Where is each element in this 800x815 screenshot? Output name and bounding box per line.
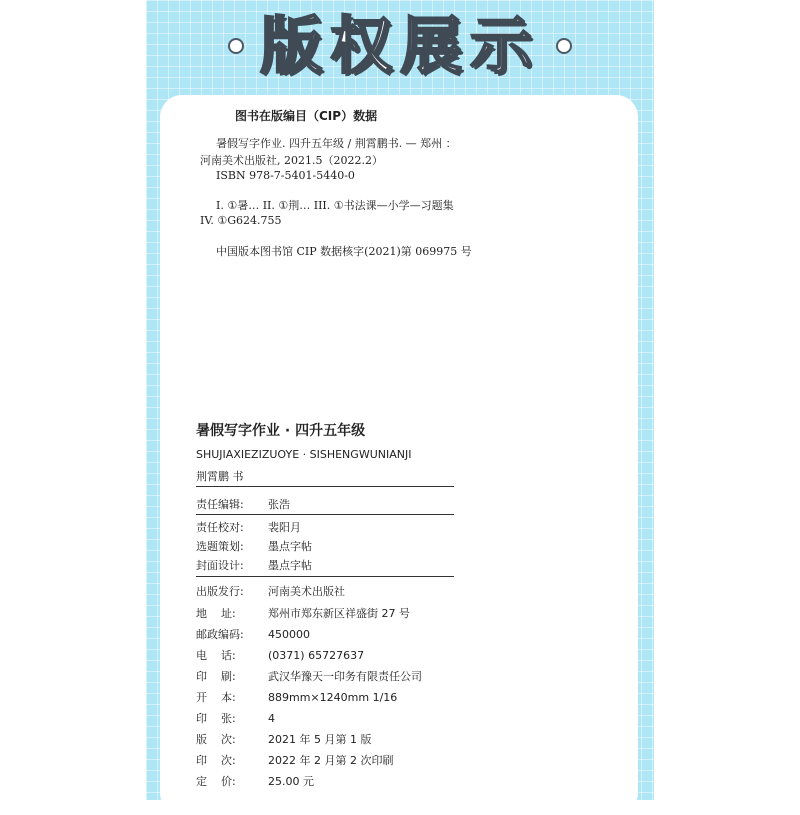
credit-label: 封面设计:: [196, 559, 244, 572]
credit-row: [196, 538, 312, 554]
publisher-value: 郑州市郑东新区祥盛街 27 号: [268, 607, 410, 620]
credit-label: 责任校对:: [196, 521, 244, 534]
publisher-label: 电 话:: [196, 649, 236, 662]
publisher-value: 450000: [268, 628, 310, 641]
credit-row: [196, 496, 290, 512]
publisher-value: 4: [268, 712, 275, 725]
publisher-label: 地 址:: [196, 607, 236, 620]
credit-value: 张浩: [268, 498, 290, 511]
credit-value: 墨点字帖: [268, 559, 312, 572]
cip-line: ISBN 978-7-5401-5440-0: [216, 169, 355, 182]
banner-title: 版权展示: [259, 9, 540, 82]
cip-line: IV. ①G624.755: [200, 214, 282, 227]
credit-label: 选题策划:: [196, 540, 244, 553]
publisher-row: [196, 710, 275, 726]
left-dot-icon: [230, 40, 242, 52]
publisher-row: [196, 773, 314, 789]
publisher-value: 武汉华豫天一印务有限责任公司: [268, 670, 422, 683]
publisher-row: [196, 647, 364, 663]
publisher-row: [196, 626, 310, 642]
divider: [196, 514, 454, 515]
publisher-label: 印 张:: [196, 712, 236, 725]
publisher-label: 出版发行:: [196, 585, 244, 598]
cip-line: I. ①暑… II. ①荆… III. ①书法课—小学—习题集: [216, 199, 454, 212]
publisher-row: [196, 668, 422, 684]
publisher-row: [196, 689, 397, 705]
credit-value: 墨点字帖: [268, 540, 312, 553]
right-dot-icon: [558, 40, 570, 52]
publisher-row: [196, 752, 393, 768]
book-title: 暑假写字作业 · 四升五年级: [196, 423, 366, 439]
publisher-row: [196, 605, 410, 621]
publisher-value: 河南美术出版社: [268, 585, 345, 598]
publisher-value: 2021 年 5 月第 1 版: [268, 733, 372, 746]
credit-label: 责任编辑:: [196, 498, 244, 511]
copyright-page-card: [160, 95, 638, 815]
publisher-value: 25.00 元: [268, 775, 314, 788]
publisher-value: 2022 年 2 月第 2 次印刷: [268, 754, 394, 767]
publisher-label: 印 刷:: [196, 670, 236, 683]
publisher-value: 889mm×1240mm 1/16: [268, 691, 398, 704]
divider: [196, 576, 454, 577]
cip-line: 河南美术出版社, 2021.5（2022.2）: [200, 154, 383, 167]
publisher-row: [196, 583, 345, 599]
book-pinyin: SHUJIAXIEZIZUOYE · SISHENGWUNIANJI: [196, 448, 412, 461]
publisher-label: 版 次:: [196, 733, 236, 746]
credit-row: [196, 519, 301, 535]
cip-heading: 图书在版编目（CIP）数据: [235, 109, 378, 123]
publisher-label: 开 本:: [196, 691, 236, 704]
publisher-row: [196, 731, 371, 747]
banner: [146, 6, 654, 86]
book-author: 荆霄鹏 书: [196, 470, 244, 483]
credit-value: 裴阳月: [268, 521, 301, 534]
publisher-label: 邮政编码:: [196, 628, 244, 641]
publisher-label: 定 价:: [196, 775, 236, 788]
credit-row: [196, 557, 312, 573]
cip-number: 中国版本图书馆 CIP 数据核字(2021)第 069975 号: [216, 245, 472, 258]
cip-line: 暑假写字作业. 四升五年级 / 荆霄鹏书. — 郑州 ：: [216, 137, 457, 150]
publisher-label: 印 次:: [196, 754, 236, 767]
publisher-value: (0371) 65727637: [268, 649, 365, 662]
divider: [196, 486, 454, 487]
